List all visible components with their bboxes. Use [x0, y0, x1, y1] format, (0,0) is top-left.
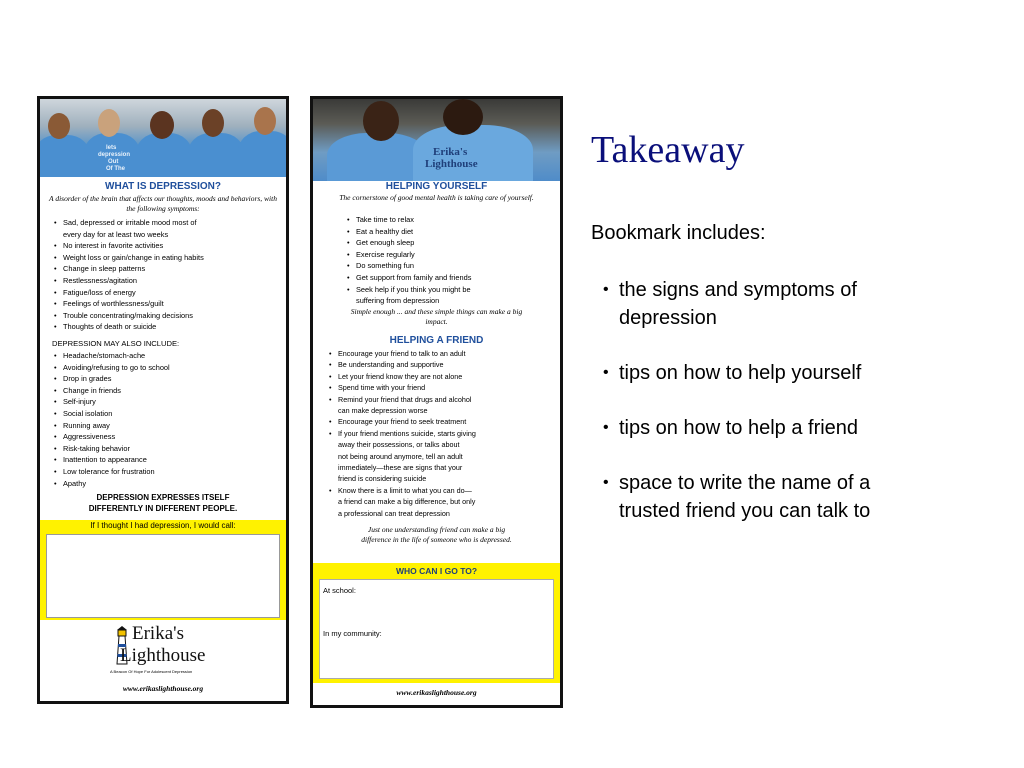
list-item: • Let your friend know they are not alone: [327, 371, 476, 382]
list-item: • the signs and symptoms of depression: [603, 276, 909, 332]
list-item: • Aggressiveness: [52, 431, 170, 443]
logo-name-line-1: Erika's: [132, 623, 184, 644]
list-item: a professional can treat depression: [338, 508, 450, 518]
contacts-write-box[interactable]: [319, 579, 554, 679]
girls-photo: [313, 99, 560, 181]
list-item: • Encourage your friend to talk to an adult: [327, 348, 476, 359]
shirt-text: Lighthouse: [425, 158, 478, 170]
shirt-text: Of The: [106, 166, 125, 172]
list-item: • Running away: [52, 420, 170, 432]
shirt-text: Erika's: [433, 146, 468, 158]
student-shirt: [40, 135, 90, 177]
call-write-box[interactable]: [46, 534, 280, 618]
shirt-text: Out: [108, 159, 119, 165]
list-item: not being around anymore, tell an adult: [338, 451, 463, 461]
list-item: • tips on how to help a friend: [603, 414, 909, 442]
list-item: • Avoiding/refusing to go to school: [52, 362, 170, 374]
list-item: • Know there is a limit to what you can do—: [327, 485, 476, 496]
erikas-lighthouse-logo: [112, 624, 232, 676]
list-item: • Low tolerance for frustration: [52, 466, 170, 478]
expresses-line-2: DIFFERENTLY IN DIFFERENT PEOPLE.: [88, 504, 238, 513]
helping-yourself-list: [345, 214, 471, 307]
in-community-label: In my community:: [323, 629, 382, 638]
list-item: • Spend time with your friend: [327, 382, 476, 393]
list-item: friend is considering suicide: [338, 474, 427, 484]
list-item: • Trouble concentrating/making decisions: [52, 310, 204, 322]
slide-intro: Bookmark includes:: [591, 222, 766, 244]
list-item: • Apathy: [52, 478, 170, 490]
helping-yourself-heading: HELPING YOURSELF: [385, 181, 488, 192]
helping-yourself-intro: The cornerstone of good mental health is taking care of yourself.: [339, 193, 534, 202]
student-head: [150, 111, 174, 139]
girl-head: [363, 101, 399, 141]
helping-friend-list: [327, 348, 476, 519]
shirt-text: lets: [106, 145, 117, 151]
list-item: • Take time to relax: [345, 214, 471, 226]
girl-head: [443, 99, 483, 135]
logo-name-line-2: Lighthouse: [120, 645, 206, 666]
list-item: • If your friend mentions suicide, starts giving: [327, 428, 476, 439]
list-item: away their possessions, or talks about: [338, 440, 460, 450]
bookmark-front: [37, 96, 289, 704]
who-can-i-go-to-heading: WHO CAN I GO TO?: [395, 566, 478, 576]
list-item: • No interest in favorite activities: [52, 240, 204, 252]
list-item: • Change in sleep patterns: [52, 263, 204, 275]
website-url: www.erikaslighthouse.org: [122, 684, 204, 693]
what-is-depression-heading: WHAT IS DEPRESSION?: [105, 181, 221, 192]
helping-a-friend-heading: HELPING A FRIEND: [389, 335, 484, 346]
helping-yourself-outro: Simple enough ... and these simple things can make a big impact.: [350, 307, 523, 326]
list-item: • Fatigue/loss of energy: [52, 287, 204, 299]
list-item: • Feelings of worthlessness/guilt: [52, 298, 204, 310]
shirt-text: depression: [98, 152, 131, 158]
list-item: • Seek help if you think you might be: [345, 284, 471, 296]
list-item: • Remind your friend that drugs and alcohol: [327, 394, 476, 405]
who-can-i-go-to-section: [313, 563, 560, 683]
list-item: • Be understanding and supportive: [327, 359, 476, 370]
student-head: [254, 107, 276, 135]
call-section: [40, 520, 286, 620]
list-item: • Restlessness/agitation: [52, 275, 204, 287]
student-shirt: [238, 131, 286, 177]
list-item: a friend can make a big difference, but only: [338, 497, 476, 507]
list-item: • Social isolation: [52, 408, 170, 420]
list-item: every day for at least two weeks: [63, 229, 169, 239]
list-item: • tips on how to help yourself: [603, 359, 909, 387]
list-item: • Eat a healthy diet: [345, 226, 471, 238]
list-item: • Sad, depressed or irritable mood most of: [52, 217, 204, 229]
students-photo: [40, 99, 286, 177]
list-item: • Get enough sleep: [345, 237, 471, 249]
also-include-list: [52, 350, 170, 489]
student-shirt: [136, 133, 192, 177]
girl-shirt: [413, 125, 533, 181]
symptoms-list: [52, 217, 204, 333]
list-item: • Encourage your friend to seek treatment: [327, 416, 476, 427]
website-url: www.erikaslighthouse.org: [396, 688, 477, 697]
bookmark-back: [310, 96, 563, 708]
list-item: suffering from depression: [356, 296, 440, 306]
student-head: [202, 109, 224, 137]
expresses-line-1: DEPRESSION EXPRESSES ITSELF: [96, 493, 230, 502]
list-item: • Get support from family and friends: [345, 272, 471, 284]
list-item: • Inattention to appearance: [52, 454, 170, 466]
list-item: • Drop in grades: [52, 373, 170, 385]
student-head: [48, 113, 70, 139]
helping-friend-outro: Just one understanding friend can make a big difference in the life of someone who is depressed.: [361, 525, 512, 544]
at-school-label: At school:: [323, 586, 356, 595]
student-head: [98, 109, 120, 137]
depression-definition: A disorder of the brain that affects our thoughts, moods and behaviors, with the following symptoms:: [49, 194, 277, 213]
slide-title: Takeaway: [591, 129, 745, 171]
list-item: • Risk-taking behavior: [52, 443, 170, 455]
list-item: • Self-injury: [52, 396, 170, 408]
list-item: • Change in friends: [52, 385, 170, 397]
list-item: immediately—these are signs that your: [338, 463, 463, 473]
list-item: • Thoughts of death or suicide: [52, 321, 204, 333]
logo-tagline: A Beacon Of Hope For Adolescent Depression: [110, 669, 193, 674]
list-item: • space to write the name of a trusted friend you can talk to: [603, 469, 909, 525]
takeaway-list: [603, 276, 909, 552]
list-item: can make depression worse: [338, 406, 428, 416]
list-item: • Weight loss or gain/change in eating habits: [52, 252, 204, 264]
call-label: If I thought I had depression, I would call:: [90, 521, 236, 530]
list-item: • Exercise regularly: [345, 249, 471, 261]
list-item: • Do something fun: [345, 260, 471, 272]
student-shirt: [188, 133, 244, 177]
may-also-include-heading: DEPRESSION MAY ALSO INCLUDE:: [52, 339, 180, 348]
list-item: • Headache/stomach-ache: [52, 350, 170, 362]
